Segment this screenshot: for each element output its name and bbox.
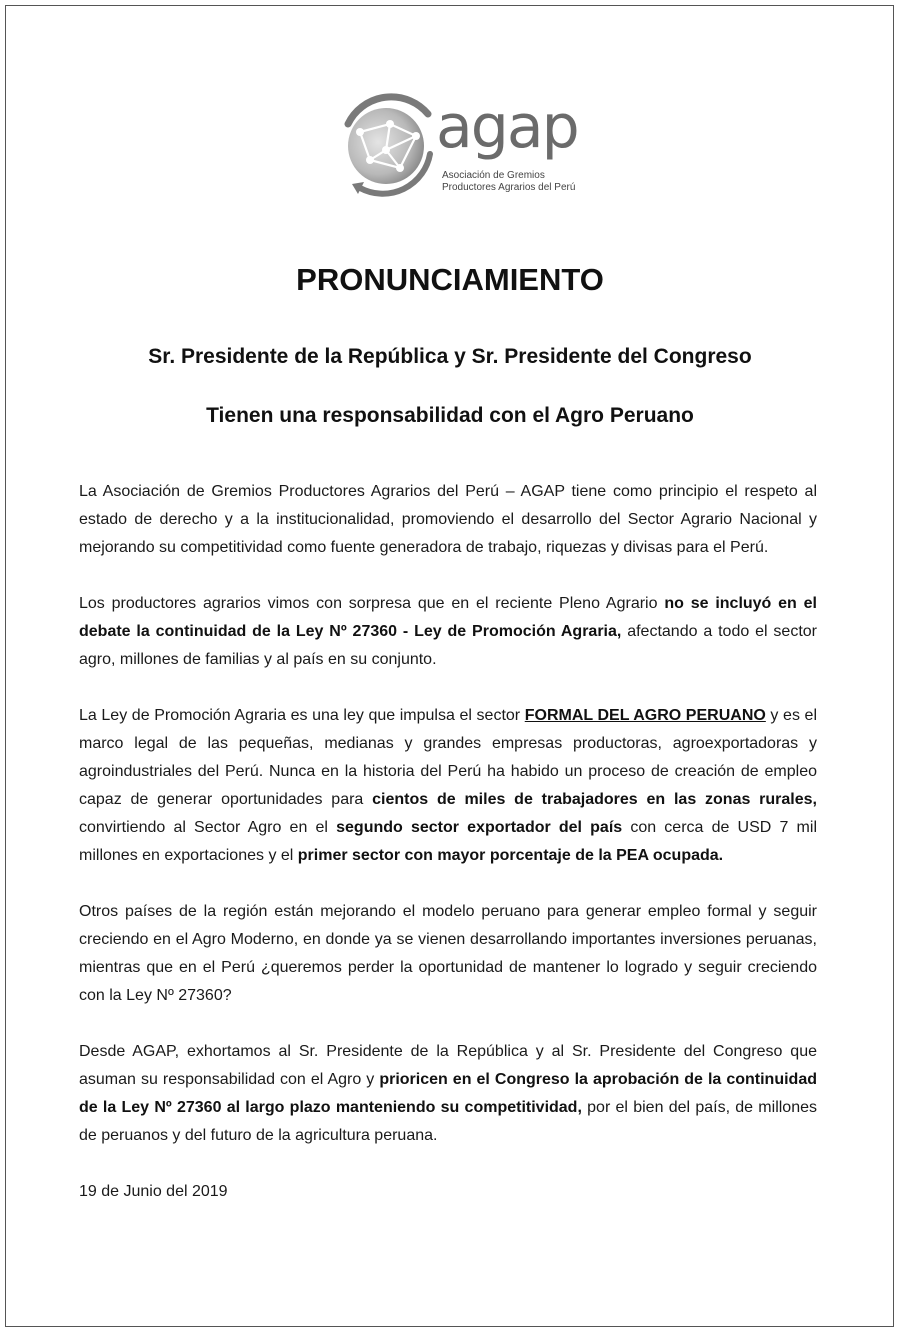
- logo-subtitle: [442, 170, 575, 194]
- paragraph-3-bold-f: segundo sector exportador del país: [336, 819, 623, 836]
- logo-wordmark: agap: [436, 92, 578, 162]
- page-title: PRONUNCIAMIENTO: [296, 262, 604, 297]
- paragraph-3-text-e: convirtiendo al Sector Agro en el: [79, 819, 337, 836]
- paragraph-3-underlined-bold: [525, 707, 766, 724]
- globe-icon: [330, 84, 440, 202]
- statement-body: [79, 478, 817, 1234]
- paragraph-2: [79, 590, 817, 674]
- subtitle-responsibility: Tienen una responsabilidad con el Agro Peruano: [206, 404, 694, 427]
- paragraph-2-bold: no se incluyó en el debate la continuidad de la Ley Nº 27360 - Ley de Promoción Agraria,: [79, 595, 817, 640]
- agap-logo: [330, 84, 580, 202]
- paragraph-3: [79, 702, 817, 870]
- paragraph-3-text-c: y es el marco legal de las pequeñas, medianas y grandes empresas productoras, agroexportadoras y agroindustriales del Perú. Nunca en la historia del Perú ha habido un proceso de creación de empleo capaz de generar oportunidades para: [79, 707, 817, 808]
- logo-subtitle-line2: Productores Agrarios del Perú: [442, 182, 576, 193]
- paragraph-3-bold-h: primer sector con mayor porcentaje de la PEA ocupada.: [297, 847, 724, 864]
- paragraph-3-text-g: con cerca de USD 7 mil millones en exportaciones y el: [79, 819, 817, 864]
- paragraph-5-text-c: por el bien del país, de millones de peruanos y del futuro de la agricultura peruana.: [79, 1099, 817, 1144]
- statement-date: 19 de Junio del 2019: [79, 1183, 228, 1200]
- formal-agro-emphasis: FORMAL DEL AGRO PERUANO: [524, 707, 766, 724]
- logo-subtitle-line1: Asociación de Gremios: [442, 170, 545, 181]
- subtitle-presidents: Sr. Presidente de la República y Sr. Presidente del Congreso: [148, 345, 752, 368]
- paragraph-5: [79, 1038, 817, 1150]
- paragraph-2-text-a: Los productores agrarios vimos con sorpresa que en el reciente Pleno Agrario: [79, 595, 665, 612]
- paragraph-2-text-c: afectando a todo el sector agro, millones de familias y al país en su conjunto.: [79, 623, 817, 668]
- paragraph-3-text-a: La Ley de Promoción Agraria es una ley que impulsa el sector: [79, 707, 525, 724]
- paragraph-1: La Asociación de Gremios Productores Agrarios del Perú – AGAP tiene como principio el respeto al estado de derecho y a la institucionalidad, promoviendo el desarrollo del Sector Agrario Nacional y mejorando su competitividad como fuente generadora de trabajo, riquezas y divisas para el Perú.: [79, 483, 817, 556]
- paragraph-3-bold-d: cientos de miles de trabajadores en las zonas rurales,: [372, 791, 817, 808]
- paragraph-5-text-a: Desde AGAP, exhortamos al Sr. Presidente de la República y al Sr. Presidente del Congreso que asuman su responsabilidad con el Agro y: [79, 1043, 817, 1088]
- paragraph-4: Otros países de la región están mejorando el modelo peruano para generar empleo formal y seguir creciendo en el Agro Moderno, en donde ya se vienen desarrollando importantes inversiones peruanas, mientras que en el Perú ¿queremos perder la oportunidad de mantener lo logrado y seguir creciendo con la Ley Nº 27360?: [79, 903, 817, 1004]
- paragraph-5-bold: prioricen en el Congreso la aprobación de la continuidad de la Ley Nº 27360 al largo plazo manteniendo su competitividad,: [79, 1071, 817, 1116]
